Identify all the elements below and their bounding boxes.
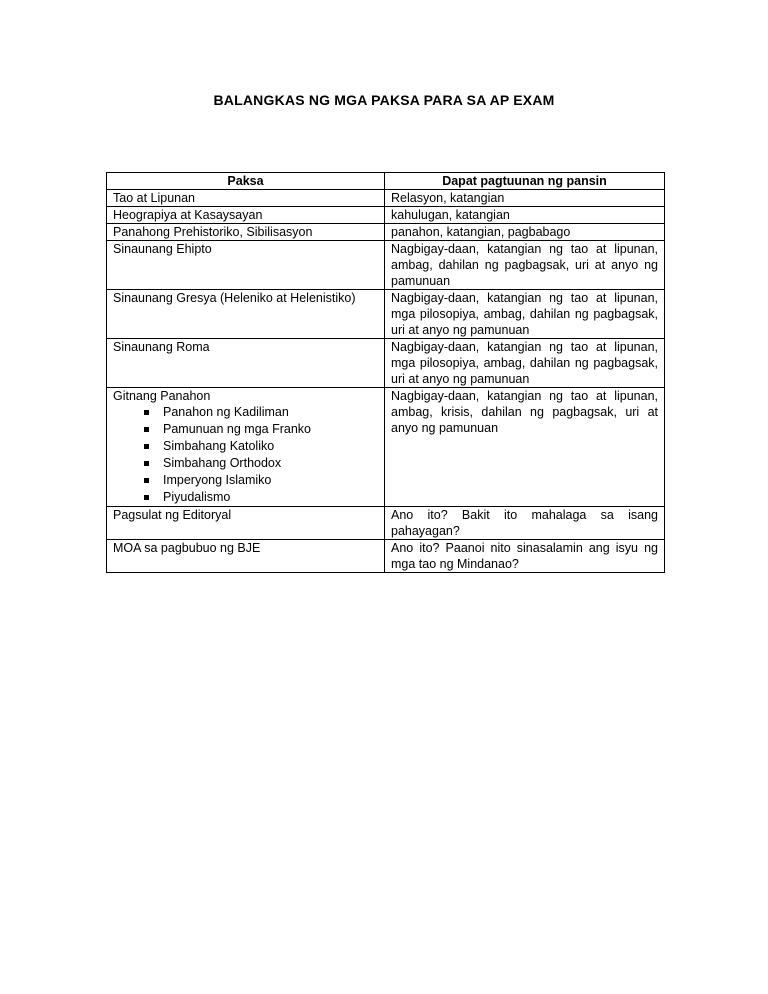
topic-cell: Sinaunang Gresya (Heleniko at Helenistiko) (107, 290, 385, 339)
table-row (107, 207, 665, 224)
table-row (107, 540, 665, 573)
subtopic-item: Pamunuan ng mga Franko (143, 421, 378, 438)
topics-table (106, 172, 665, 573)
header-paksa: Paksa (107, 173, 385, 190)
topic-cell: Sinaunang Roma (107, 339, 385, 388)
focus-cell: Nagbigay-daan, katangian ng tao at lipunan, mga pilosopiya, ambag, dahilan ng pagbagsak, uri at anyo ng pamunuan (385, 339, 665, 388)
table-row (107, 339, 665, 388)
focus-cell: kahulugan, katangian (385, 207, 665, 224)
focus-cell: Nagbigay-daan, katangian ng tao at lipunan, ambag, dahilan ng pagbagsak, uri at anyo ng pamunuan (385, 241, 665, 290)
topic-cell: MOA sa pagbubuo ng BJE (107, 540, 385, 573)
focus-cell: Nagbigay-daan, katangian ng tao at lipunan, ambag, krisis, dahilan ng pagbagsak, uri at anyo ng pamunuan (385, 388, 665, 507)
topic-cell-with-subtopics (107, 388, 385, 507)
topic-cell: Pagsulat ng Editoryal (107, 507, 385, 540)
subtopic-item: Panahon ng Kadiliman (143, 404, 378, 421)
focus-cell: Ano ito? Bakit ito mahalaga sa isang pahayagan? (385, 507, 665, 540)
table-row (107, 241, 665, 290)
focus-cell: panahon, katangian, pagbabago (385, 224, 665, 241)
topic-cell: Sinaunang Ehipto (107, 241, 385, 290)
table-row (107, 290, 665, 339)
topic-cell: Panahong Prehistoriko, Sibilisasyon (107, 224, 385, 241)
focus-cell: Nagbigay-daan, katangian ng tao at lipunan, mga pilosopiya, ambag, dahilan ng pagbagsak, uri at anyo ng pamunuan (385, 290, 665, 339)
subtopic-item: Imperyong Islamiko (143, 472, 378, 489)
table-row (107, 507, 665, 540)
topic-cell: Tao at Lipunan (107, 190, 385, 207)
topic-cell: Heograpiya at Kasaysayan (107, 207, 385, 224)
focus-cell: Ano ito? Paanoi nito sinasalamin ang isyu ng mga tao ng Mindanao? (385, 540, 665, 573)
table-row (107, 388, 665, 507)
table-header-row (107, 173, 665, 190)
subtopic-item: Piyudalismo (143, 489, 378, 506)
table-row (107, 224, 665, 241)
subtopic-list (113, 404, 378, 506)
document-title: BALANGKAS NG MGA PAKSA PARA SA AP EXAM (213, 92, 555, 108)
table-row (107, 190, 665, 207)
focus-cell: Relasyon, katangian (385, 190, 665, 207)
topic-label: Gitnang Panahon (113, 389, 211, 403)
subtopic-item: Simbahang Katoliko (143, 438, 378, 455)
header-dapat-pagtuunan: Dapat pagtuunan ng pansin (385, 173, 665, 190)
subtopic-item: Simbahang Orthodox (143, 455, 378, 472)
